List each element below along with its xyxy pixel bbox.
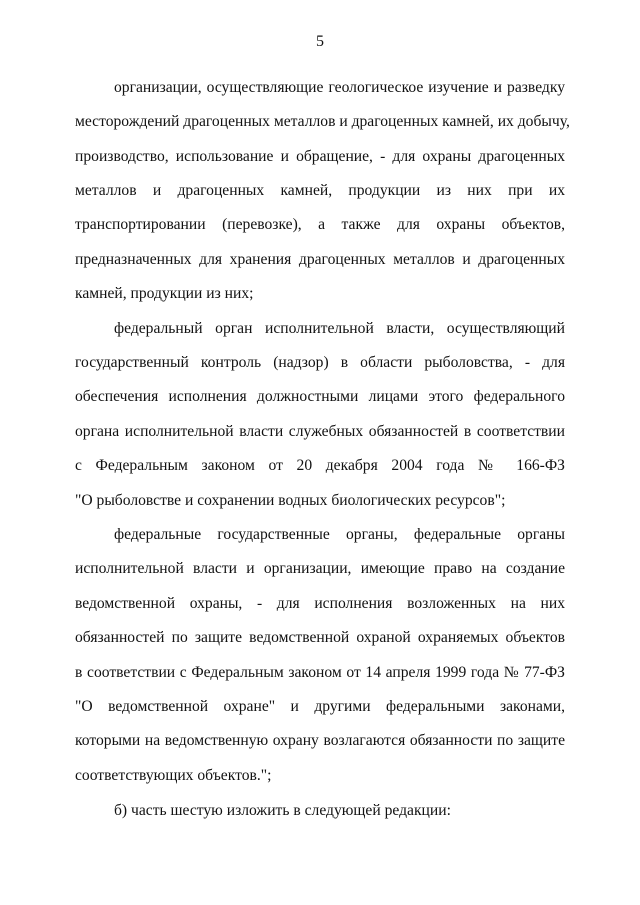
text-line: "О рыболовстве и сохранении водных биологических ресурсов"; — [75, 492, 506, 509]
text-line: федеральный орган исполнительной власти, осуществляющий — [114, 320, 565, 337]
text-line: обеспечения исполнения должностными лицами этого федерального — [75, 388, 565, 405]
text-line: производство, использование и обращение, - для охраны драгоценных — [75, 148, 565, 165]
text-line: организации, осуществляющие геологическое изучение и разведку — [114, 79, 565, 96]
text-line: предназначенных для хранения драгоценных металлов и драгоценных — [75, 251, 565, 268]
text-line: с Федеральным законом от 20 декабря 2004 года № 166-ФЗ — [75, 457, 565, 474]
text-line: б) часть шестую изложить в следующей редакции: — [114, 802, 451, 819]
text-line: исполнительной власти и организации, имеющие право на создание — [75, 560, 565, 577]
text-line: металлов и драгоценных камней, продукции из них при их — [75, 182, 565, 199]
text-line: "О ведомственной охране" и другими федеральными законами, — [75, 698, 565, 715]
text-line: обязанностей по защите ведомственной охраной охраняемых объектов — [75, 629, 565, 646]
text-line: месторождений драгоценных металлов и драгоценных камней, их добычу, — [75, 113, 570, 130]
text-line: федеральные государственные органы, федеральные органы — [114, 526, 565, 543]
text-line: которыми на ведомственную охрану возлагаются обязанности по защите — [75, 732, 565, 749]
page-number: 5 — [316, 33, 324, 50]
text-line: в соответствии с Федеральным законом от 14 апреля 1999 года № 77-ФЗ — [75, 664, 565, 681]
text-line: органа исполнительной власти служебных обязанностей в соответствии — [75, 423, 565, 440]
text-line: ведомственной охраны, - для исполнения возложенных на них — [75, 595, 565, 612]
text-line: транспортировании (перевозке), а также для охраны объектов, — [75, 216, 565, 233]
text-line: камней, продукции из них; — [75, 285, 254, 302]
text-line: государственный контроль (надзор) в области рыболовства, - для — [75, 354, 565, 371]
text-line: соответствующих объектов."; — [75, 767, 272, 784]
